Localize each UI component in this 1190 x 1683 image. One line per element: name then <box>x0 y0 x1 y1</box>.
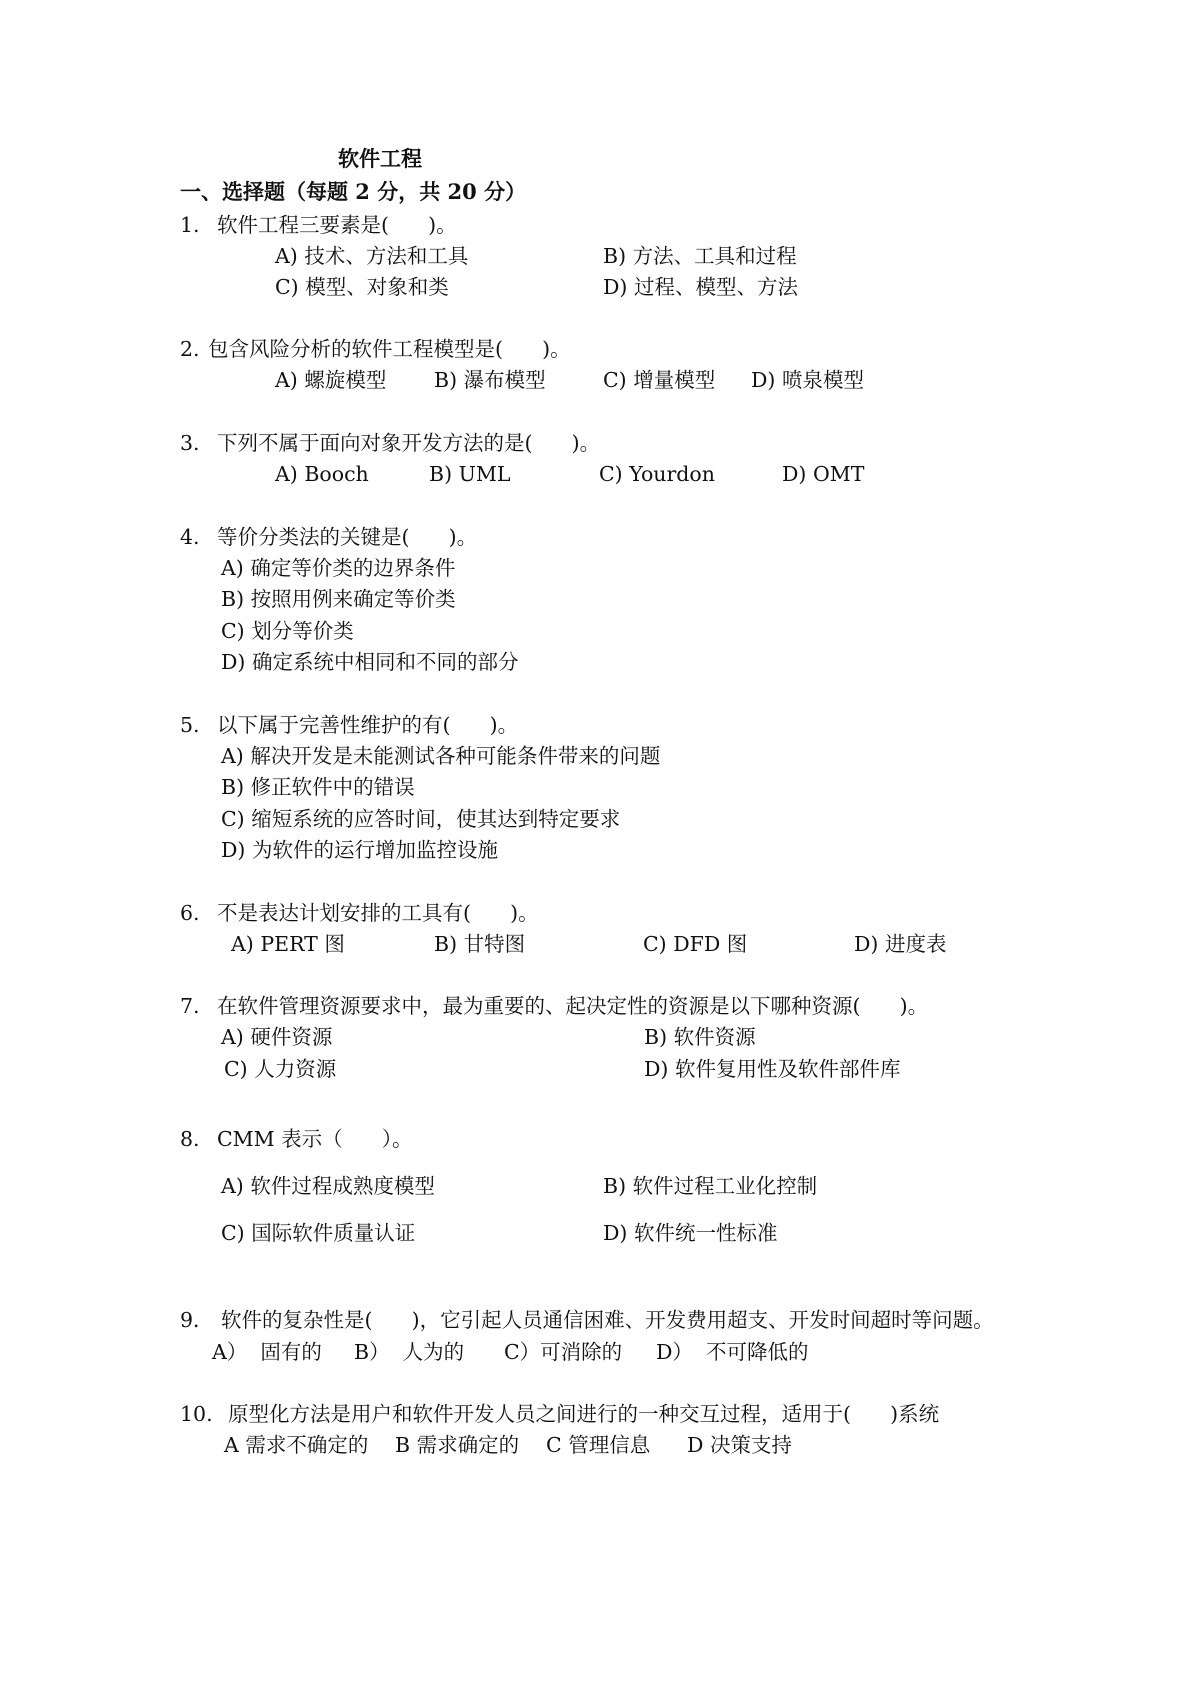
question-5-option-d: D) 为软件的运行增加监控设施 <box>221 838 498 862</box>
question-6-option-c: C) DFD 图 <box>643 932 748 956</box>
question-2-stem: 包含风险分析的软件工程模型是( )。 <box>208 337 571 361</box>
question-1-option-c: C) 模型、对象和类 <box>275 275 449 299</box>
question-10-option-a: A 需求不确定的 <box>224 1433 369 1457</box>
question-8-option-a: A) 软件过程成熟度模型 <box>221 1174 435 1198</box>
question-6-option-a: A) PERT 图 <box>231 932 345 956</box>
question-10-number: 10. <box>180 1402 213 1426</box>
question-9-option-a: A） 固有的 <box>212 1340 322 1364</box>
question-4-number: 4. <box>180 525 200 549</box>
question-1-option-b: B) 方法、工具和过程 <box>603 244 797 268</box>
question-7-option-b: B) 软件资源 <box>644 1025 756 1049</box>
question-5-number: 5. <box>180 713 200 737</box>
question-4-option-b: B) 按照用例来确定等价类 <box>221 587 456 611</box>
question-1-stem: 软件工程三要素是( )。 <box>217 213 457 237</box>
question-8-option-b: B) 软件过程工业化控制 <box>603 1174 818 1198</box>
question-5-stem: 以下属于完善性维护的有( )。 <box>217 713 519 737</box>
question-1-number: 1. <box>180 213 200 237</box>
question-9-stem: 软件的复杂性是( )，它引起人员通信困难、开发费用超支、开发时间超时等问题。 <box>221 1308 994 1332</box>
question-4-option-c: C) 划分等价类 <box>221 619 354 643</box>
question-9-option-b: B） 人为的 <box>354 1340 465 1364</box>
question-7-number: 7. <box>180 994 200 1018</box>
question-3-stem: 下列不属于面向对象开发方法的是( )。 <box>217 431 601 455</box>
question-10-option-d: D 决策支持 <box>687 1433 792 1457</box>
question-2-option-d: D) 喷泉模型 <box>751 368 864 392</box>
question-7-option-a: A) 硬件资源 <box>221 1025 333 1049</box>
question-6-number: 6. <box>180 901 200 925</box>
question-3-option-a: A) Booch <box>275 462 369 486</box>
question-2-option-c: C) 增量模型 <box>603 368 716 392</box>
question-7-stem: 在软件管理资源要求中，最为重要的、起决定性的资源是以下哪种资源( )。 <box>217 994 929 1018</box>
question-1-option-a: A) 技术、方法和工具 <box>275 244 469 268</box>
question-1-option-d: D) 过程、模型、方法 <box>603 275 798 299</box>
question-4-option-d: D) 确定系统中相同和不同的部分 <box>221 650 519 674</box>
question-7-option-c: C) 人力资源 <box>224 1057 337 1081</box>
question-5-option-b: B) 修正软件中的错误 <box>221 775 415 799</box>
question-4-option-a: A) 确定等价类的边界条件 <box>221 556 456 580</box>
question-2-number: 2. <box>180 337 200 361</box>
question-6-option-d: D) 进度表 <box>854 932 947 956</box>
question-7-option-d: D) 软件复用性及软件部件库 <box>644 1057 901 1081</box>
question-8-number: 8. <box>180 1127 200 1151</box>
question-9-option-d: D） 不可降低的 <box>656 1340 809 1364</box>
question-8-option-c: C) 国际软件质量认证 <box>221 1221 416 1245</box>
question-5-option-c: C) 缩短系统的应答时间，使其达到特定要求 <box>221 807 621 831</box>
question-10-stem: 原型化方法是用户和软件开发人员之间进行的一种交互过程，适用于( )系统 <box>228 1402 940 1426</box>
question-3-option-b: B) UML <box>429 462 511 486</box>
document-title: 软件工程 <box>338 146 422 171</box>
question-3-option-c: C) Yourdon <box>599 462 715 486</box>
question-8-stem: CMM 表示（ ）。 <box>217 1127 413 1151</box>
question-10-option-c: C 管理信息 <box>546 1433 651 1457</box>
question-2-option-b: B) 瀑布模型 <box>434 368 546 392</box>
question-9-number: 9． <box>180 1308 214 1332</box>
question-6-stem: 不是表达计划安排的工具有( )。 <box>217 901 539 925</box>
section-heading: 一、选择题（每题 2 分，共 20 分） <box>180 179 527 204</box>
question-3-option-d: D) OMT <box>782 462 865 486</box>
question-2-option-a: A) 螺旋模型 <box>275 368 387 392</box>
question-5-option-a: A) 解决开发是未能测试各种可能条件带来的问题 <box>221 744 661 768</box>
question-8-option-d: D) 软件统一性标准 <box>603 1221 778 1245</box>
question-9-option-c: C）可消除的 <box>504 1340 623 1364</box>
question-3-number: 3. <box>180 431 200 455</box>
question-6-option-b: B) 甘特图 <box>434 932 526 956</box>
question-10-option-b: B 需求确定的 <box>395 1433 520 1457</box>
question-4-stem: 等价分类法的关键是( )。 <box>217 525 478 549</box>
